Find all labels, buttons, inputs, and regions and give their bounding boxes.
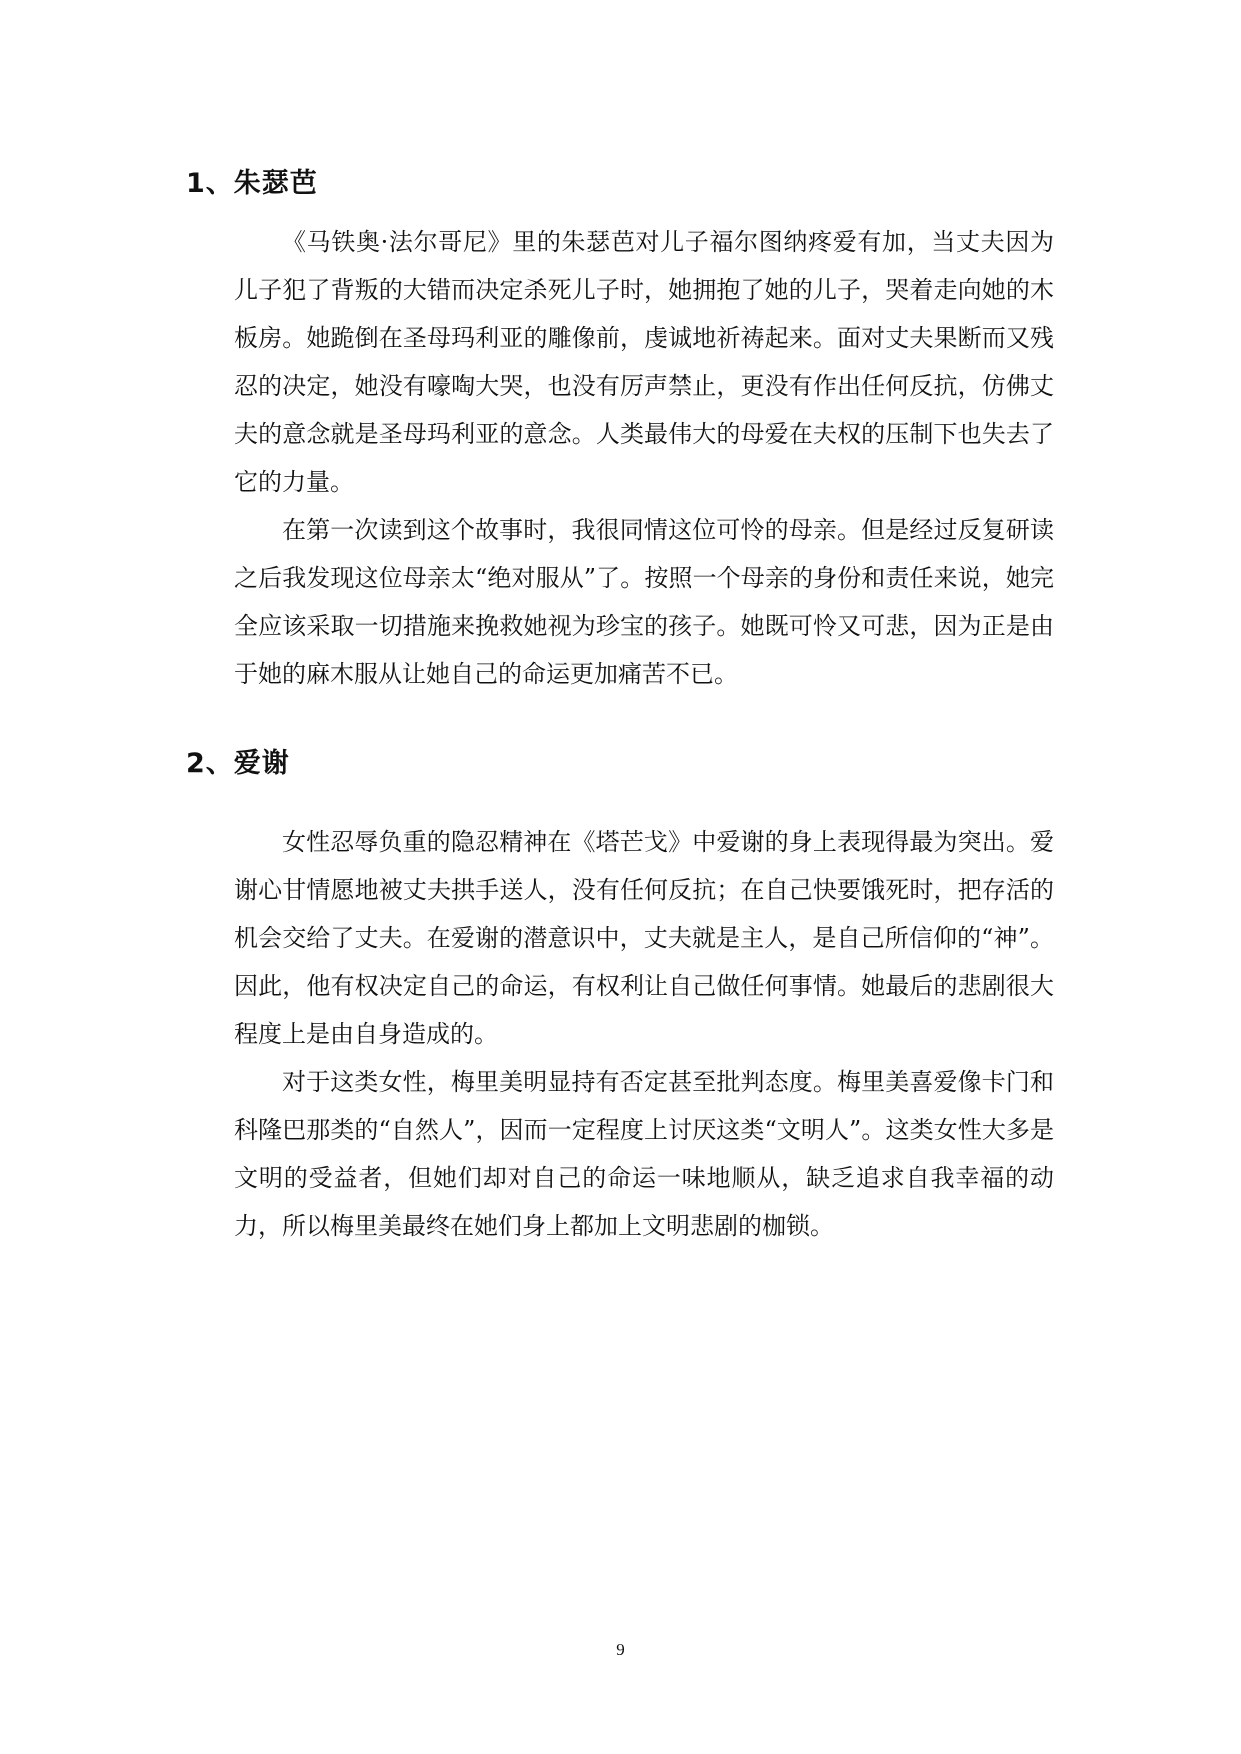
paragraph-4: 对于这类女性，梅里美明显持有否定甚至批判态度。梅里美喜爱像卡门和科隆巴那类的“自然人”，因而一定程度上讨厌这类“文明人”。这类女性大多是文明的受益者，但她们却对自己的命运一味地顺从，缺乏追求自我幸福的动力，所以梅里美最终在她们身上都加上文明悲剧的枷锁。	[234, 1068, 1054, 1240]
paragraph-2: 在第一次读到这个故事时，我很同情这位可怜的母亲。但是经过反复研读之后我发现这位母亲太“绝对服从”了。按照一个母亲的身份和责任来说，她完全应该采取一切措施来挽救她视为珍宝的孩子。她既可怜又可悲，因为正是由于她的麻木服从让她自己的命运更加痛苦不已。	[234, 516, 1054, 688]
section-heading-1: 1、朱瑟芭	[186, 168, 318, 199]
page-number: 9	[616, 1640, 625, 1659]
section-heading-2: 2、爱谢	[186, 748, 290, 779]
paragraph-1: 《马铁奥·法尔哥尼》里的朱瑟芭对儿子福尔图纳疼爱有加，当丈夫因为儿子犯了背叛的大错而决定杀死儿子时，她拥抱了她的儿子，哭着走向她的木板房。她跪倒在圣母玛利亚的雕像前，虔诚地祈祷起来。面对丈夫果断而又残忍的决定，她没有嚎啕大哭，也没有厉声禁止，更没有作出任何反抗，仿佛丈夫的意念就是圣母玛利亚的意念。人类最伟大的母爱在夫权的压制下也失去了它的力量。	[234, 228, 1054, 496]
paragraph-3: 女性忍辱负重的隐忍精神在《塔芒戈》中爱谢的身上表现得最为突出。爱谢心甘情愿地被丈夫拱手送人，没有任何反抗；在自己快要饿死时，把存活的机会交给了丈夫。在爱谢的潜意识中，丈夫就是主人，是自己所信仰的“神”。因此，他有权决定自己的命运，有权利让自己做任何事情。她最后的悲剧很大程度上是由自身造成的。	[234, 828, 1054, 1048]
